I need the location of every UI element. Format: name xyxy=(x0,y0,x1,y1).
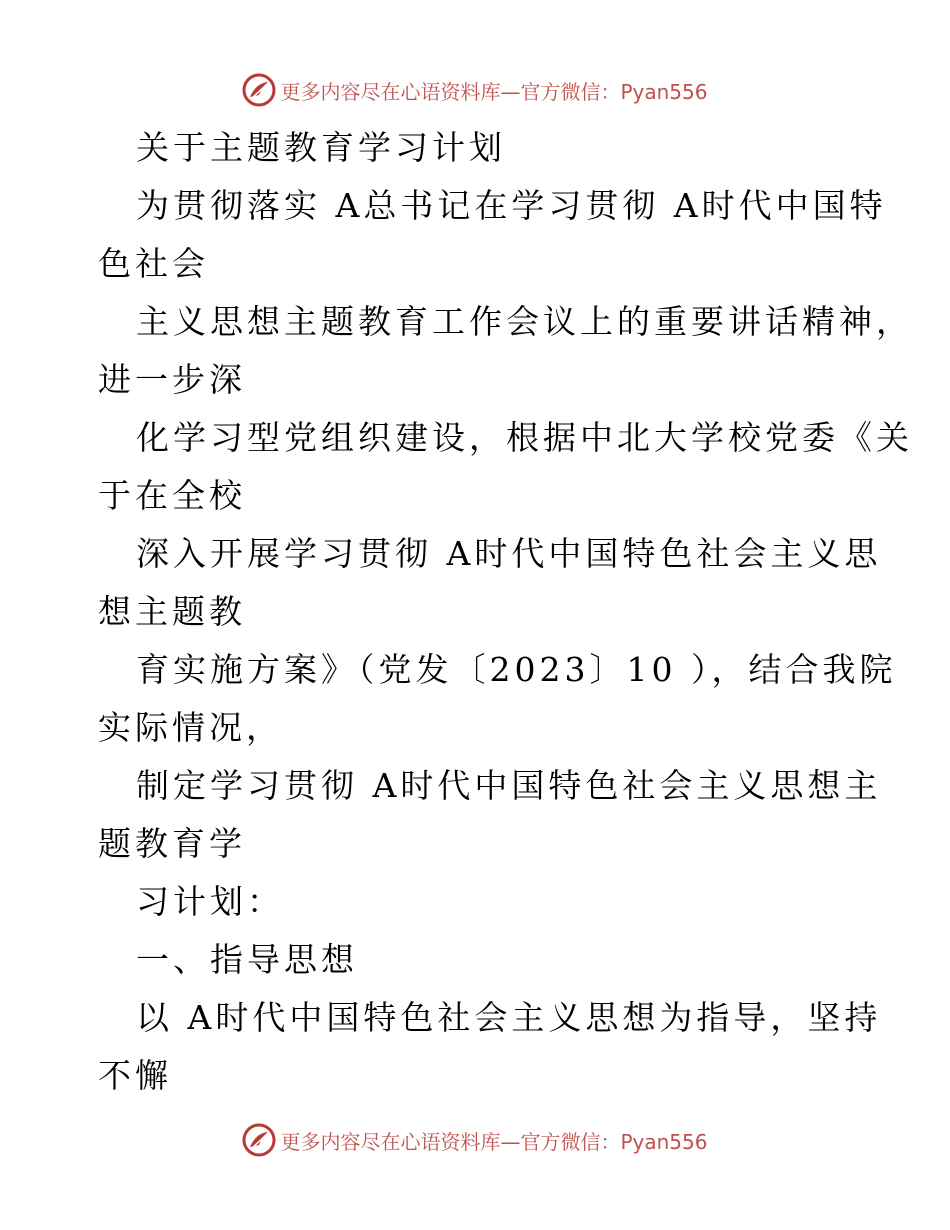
paragraph-line: 制定学习贯彻 A时代中国特色社会主义思想主 xyxy=(136,766,882,805)
paragraph-line: 习计划： xyxy=(136,882,284,921)
paragraph-line: 化学习型党组织建设，根据中北大学校党委《关 xyxy=(136,418,913,457)
paragraph-line: 色社会 xyxy=(98,244,209,283)
paragraph-line: 实际情况， xyxy=(98,708,283,747)
paragraph-line: 深入开展学习贯彻 A时代中国特色社会主义思 xyxy=(136,534,882,573)
paragraph-line: 不懈 xyxy=(98,1056,172,1095)
footer-banner xyxy=(0,1120,950,1160)
paragraph-line: 为贯彻落实 A总书记在学习贯彻 A时代中国特 xyxy=(136,186,887,225)
paragraph-line: 育实施方案》（党发〔2023〕10 ），结合我院 xyxy=(136,650,897,689)
section-heading: 一、指导思想 xyxy=(136,940,358,979)
logo-icon xyxy=(242,1123,276,1157)
paragraph-line: 主义思想主题教育工作会议上的重要讲话精神， xyxy=(136,302,913,341)
document-title: 关于主题教育学习计划 xyxy=(136,128,506,167)
paragraph-line: 题教育学 xyxy=(98,824,246,863)
footer-banner-text: 更多内容尽在心语资料库—官方微信：Pyan556 xyxy=(280,1129,708,1154)
paragraph-line: 想主题教 xyxy=(98,592,246,631)
header-banner-text: 更多内容尽在心语资料库—官方微信：Pyan556 xyxy=(280,79,708,104)
paragraph-line: 进一步深 xyxy=(98,360,246,399)
paragraph-line: 以 A时代中国特色社会主义思想为指导，坚持 xyxy=(136,998,882,1037)
paragraph-line: 于在全校 xyxy=(98,476,246,515)
